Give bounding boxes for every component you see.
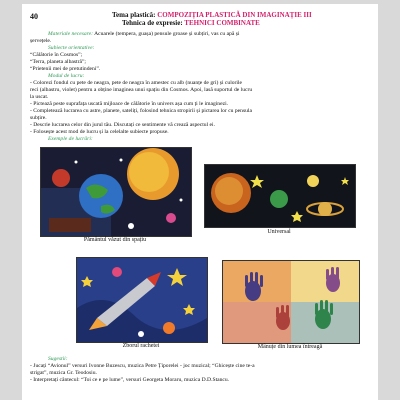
caption-artwork-4: Mânuțe din lumea întreagă — [257, 344, 323, 350]
method-line: - Completează lucrarea cu astre, planete, sateliți, folosind tehnica stropirii și pictarea lor cu pensula — [30, 108, 252, 114]
lesson-header — [112, 11, 362, 27]
method-line: subțire. — [30, 115, 47, 121]
caption-artwork-3: Zborul rachetei — [122, 343, 160, 349]
caption-artwork-1: Pământul văzut din spațiu — [83, 237, 147, 243]
suggestion-line: - Interpretați cântecul: “Toi ce e pe lume”, versuri Georgeta Moraru, muzica D.D.Stancu. — [30, 377, 230, 383]
method-label: Modul de lucru: — [48, 73, 85, 79]
artwork-universal — [204, 164, 356, 228]
artwork-hands-around-world — [222, 260, 360, 344]
examples-label: Exemple de lucrări: — [48, 136, 93, 142]
subjects-label: Subiecte orientative: — [48, 45, 95, 51]
page-number: 40 — [30, 12, 38, 21]
materials-line: Materiale necesare: Acuarele (tempera, guașa) pensule groase și subțiri, vas cu apă și — [48, 31, 240, 37]
method-line: reci (albastru, violet) pentru a obține imaginea unui spațiu din Cosmos. Apoi, lasă suportul de lucru — [30, 87, 253, 93]
artwork-earth-from-space — [40, 147, 192, 237]
theme-line: Tema plastică: COMPOZIȚIA PLASTICĂ DIN IMAGINAȚIE III — [112, 11, 312, 19]
book-page — [22, 4, 378, 400]
method-line: - Colorezi fondul cu pete de neagra, pete de neagra în amestec cu alb (nuanțe de gri) și culorile — [30, 80, 243, 86]
suggestions-label: Sugestii: — [48, 356, 68, 362]
method-line: - Descrie lucrarea celor din jurul tău. Discutați ce sentimente vă crează aspectul ei. — [30, 122, 215, 128]
materials-line-2: șervețele. — [30, 38, 52, 44]
subject-item: “Prietenii mei de pretutindeni”. — [30, 66, 101, 72]
method-line: - Pictează peste suprafața uscată mijloace de călătorie în univers așa cum ți le imaginezi. — [30, 101, 229, 107]
technique-title: TEHNICI COMBINATE — [184, 19, 260, 27]
technique-line: Tehnica de expresie: TEHNICI COMBINATE — [122, 19, 260, 27]
suggestion-line: - Jucați “Avionul” versuri Ivonne Buzescu, muzica Petre Țiporelei - joc muzical; “Ghicește cine te-a — [30, 363, 255, 369]
subject-item: “Terra, planeta albastră”; — [30, 59, 86, 65]
materials-label: Materiale necesare: — [48, 31, 93, 37]
method-line: la uscat. — [30, 94, 49, 100]
suggestion-line: strigat”, muzica Gr. Teodosiu. — [30, 370, 97, 376]
method-line: - Folosește acest mod de lucru și la celelalte subiecte propuse. — [30, 129, 169, 135]
subject-item: “Călătorie în Cosmos”; — [30, 52, 83, 58]
caption-artwork-2: Universal — [267, 229, 291, 235]
theme-title: COMPOZIȚIA PLASTICĂ DIN IMAGINAȚIE III — [157, 11, 312, 19]
artwork-rocket-flight — [76, 257, 208, 343]
